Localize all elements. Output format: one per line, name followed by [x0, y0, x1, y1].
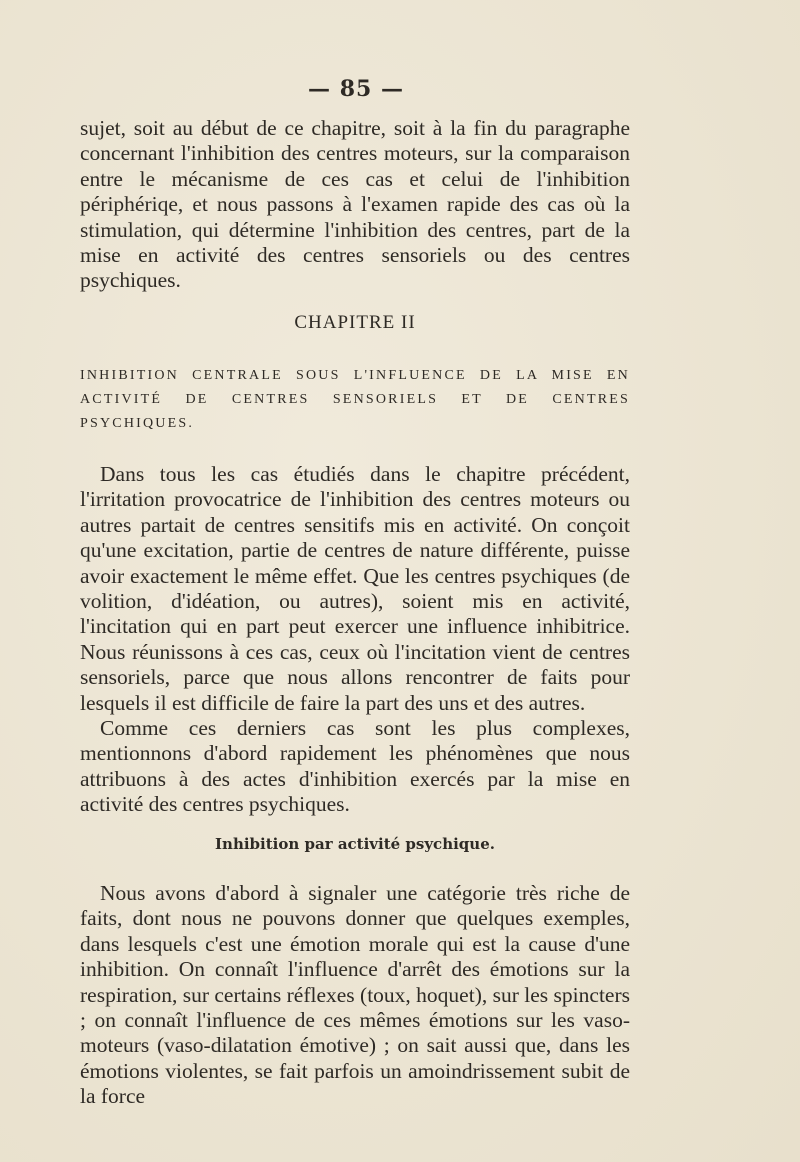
paragraph: Dans tous les cas étudiés dans le chapitre précédent, l'irritation provocatrice de l'inhibition des centres moteurs ou autres partait de centres sensitifs mis en activité. On conçoit qu'une excitation, partie de centres de nature différente, puisse avoir exactement le même effet. Que les centres psychiques (de volition, d'idéation, ou autres), soient mis en activité, l'incitation qui en part peut exercer une influence inhibitrice. Nous réunissons à ces cas, ceux où l'incitation vient de centres sensoriels, parce que nous allons rencontrer de faits pour lesquels il est difficile de faire la part des uns et des autres. [80, 462, 630, 715]
chapter-title: CHAPITRE II [294, 312, 416, 333]
page-number: — 85 — [308, 76, 404, 102]
chapter-subtitle: INHIBITION CENTRALE SOUS L'INFLUENCE DE LA MISE EN ACTIVITÉ DE CENTRES SENSORIELS ET DE CENTRES PSYCHIQUES. [80, 368, 630, 431]
paragraph: Nous avons d'abord à signaler une catégorie très riche de faits, dont nous ne pouvons donner que quelques exemples, dans lesquels c'est une émotion morale qui est la cause d'une inhibition. On connaît l'influence d'arrêt des émotions sur la respiration, sur certains réflexes (toux, hoquet), sur les spincters ; on connaît l'influence de ces mêmes émotions sur les vaso-moteurs (vaso-dilatation émotive) ; on sait aussi que, dans les émotions violentes, se fait parfois un amoindrissement subit de la force [80, 881, 630, 1109]
paragraph: Comme ces derniers cas sont les plus complexes, mentionnons d'abord rapidement les phénomènes que nous attribuons à des actes d'inhibition exercés par la mise en activité des centres psychiques. [80, 716, 630, 817]
paragraph: sujet, soit au début de ce chapitre, soit à la fin du paragraphe concernant l'inhibition des centres moteurs, sur la comparaison entre le mécanisme de ces cas et celui de l'inhibition périphériqe, et nous passons à l'examen rapide des cas où la stimulation, qui détermine l'inhibition des centres, part de la mise en activité des centres sensoriels ou des centres psychiques. [80, 116, 630, 293]
section-title: Inhibition par activité psychique. [215, 835, 495, 853]
